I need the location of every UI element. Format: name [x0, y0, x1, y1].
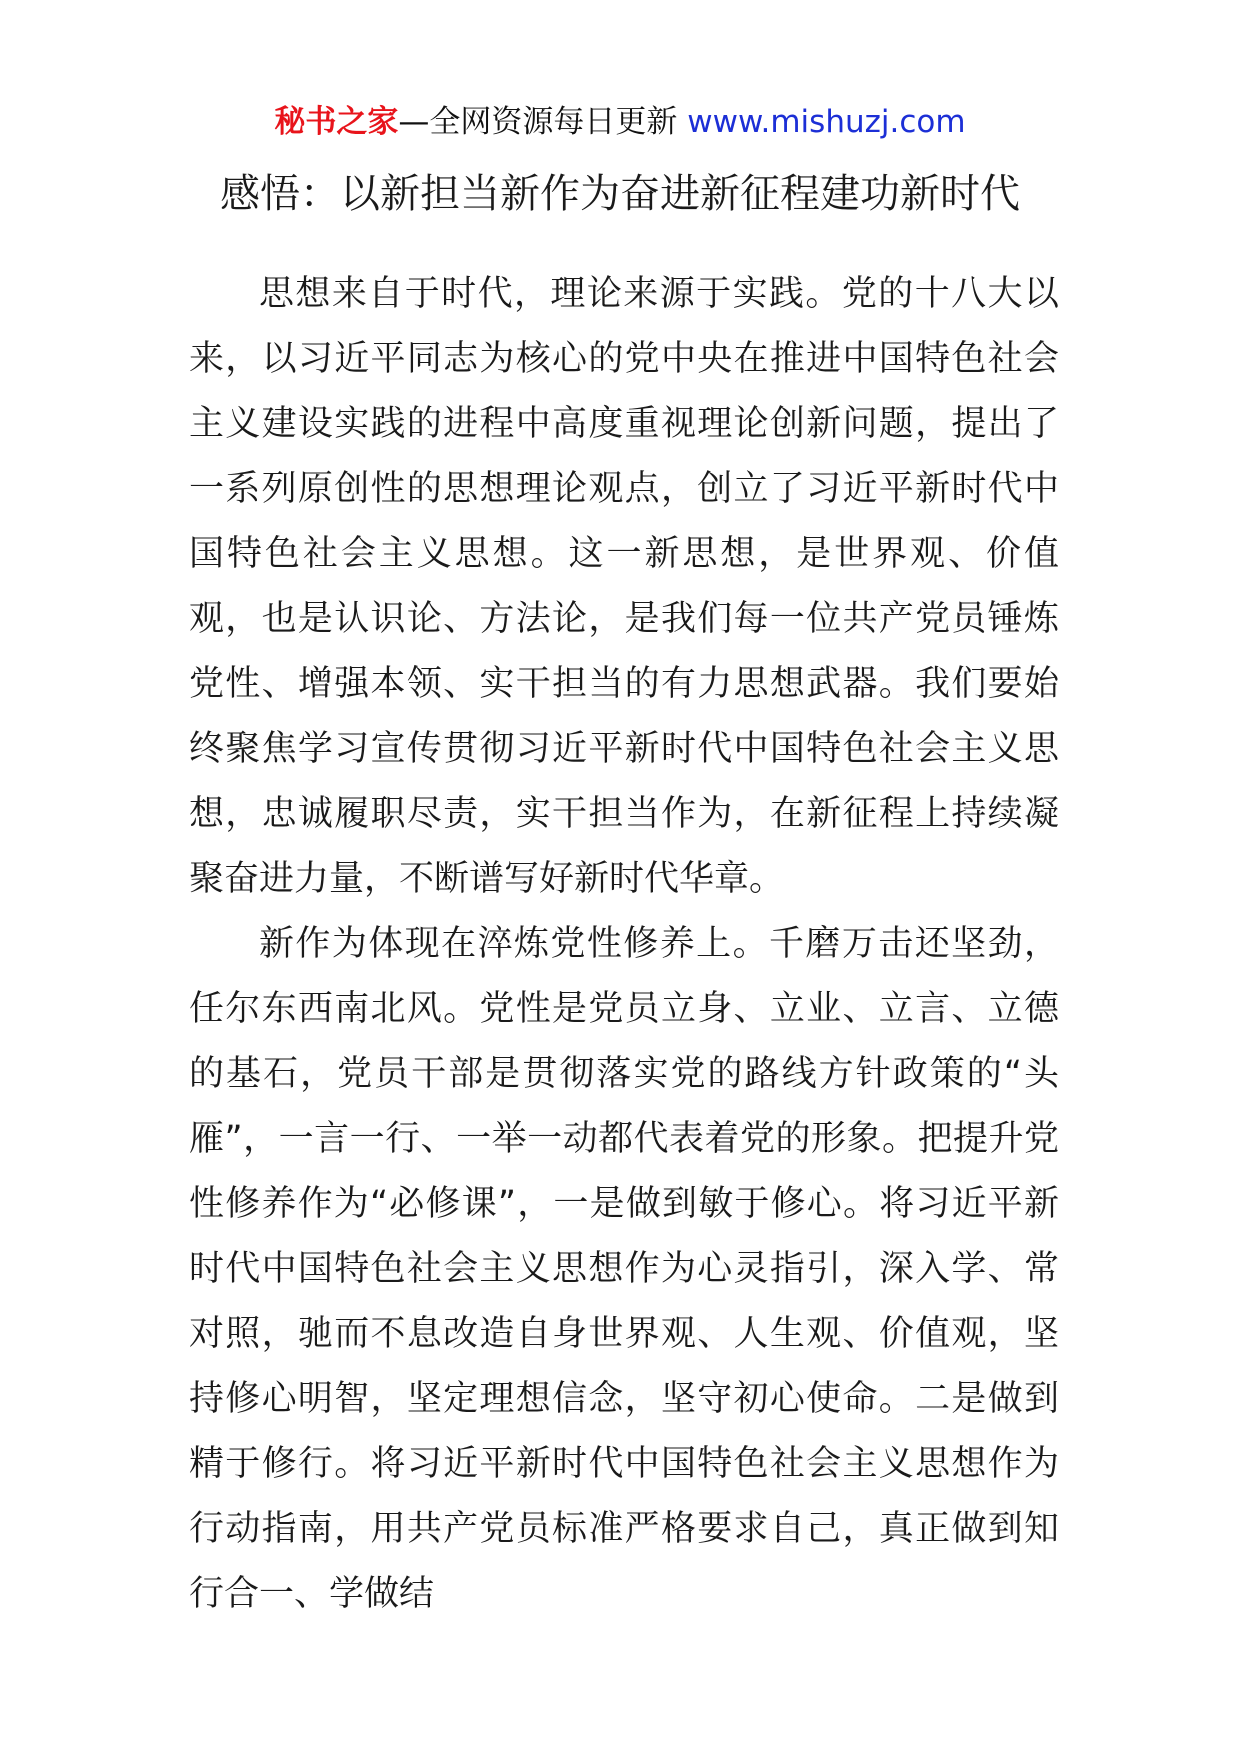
- header-tagline: —全网资源每日更新: [398, 104, 688, 140]
- paragraph-1: 思想来自于时代，理论来源于实践。党的十八大以来，以习近平同志为核心的党中央在推进中国特色社会主义建设实践的进程中高度重视理论创新问题，提出了一系列原创性的思想理论观点，创立了习近平新时代中国特色社会主义思想。这一新思想，是世界观、价值观，也是认识论、方法论，是我们每一位共产党员锤炼党性、增强本领、实干担当的有力思想武器。我们要始终聚焦学习宣传贯彻习近平新时代中国特色社会主义思想，忠诚履职尽责，实干担当作为，在新征程上持续凝聚奋进力量，不断谱写好新时代华章。: [189, 274, 1059, 899]
- document-body: [189, 262, 1059, 1627]
- brand-name: 秘书之家: [274, 104, 399, 140]
- site-url-link[interactable]: www.mishuzj.com: [687, 104, 966, 140]
- site-header: [0, 100, 1240, 144]
- document-title: 感悟：以新担当新作为奋进新征程建功新时代: [220, 171, 1020, 217]
- paragraph-2: 新作为体现在淬炼党性修养上。千磨万击还坚劲，任尔东西南北风。党性是党员立身、立业、立言、立德的基石，党员干部是贯彻落实党的路线方针政策的“头雁”，一言一行、一举一动都代表着党的形象。把提升党性修养作为“必修课”，一是做到敏于修心。将习近平新时代中国特色社会主义思想作为心灵指引，深入学、常对照，驰而不息改造自身世界观、人生观、价值观，坚持修心明智，坚定理想信念，坚守初心使命。二是做到精于修行。将习近平新时代中国特色社会主义思想作为行动指南，用共产党员标准严格要求自己，真正做到知行合一、学做结: [189, 924, 1059, 1614]
